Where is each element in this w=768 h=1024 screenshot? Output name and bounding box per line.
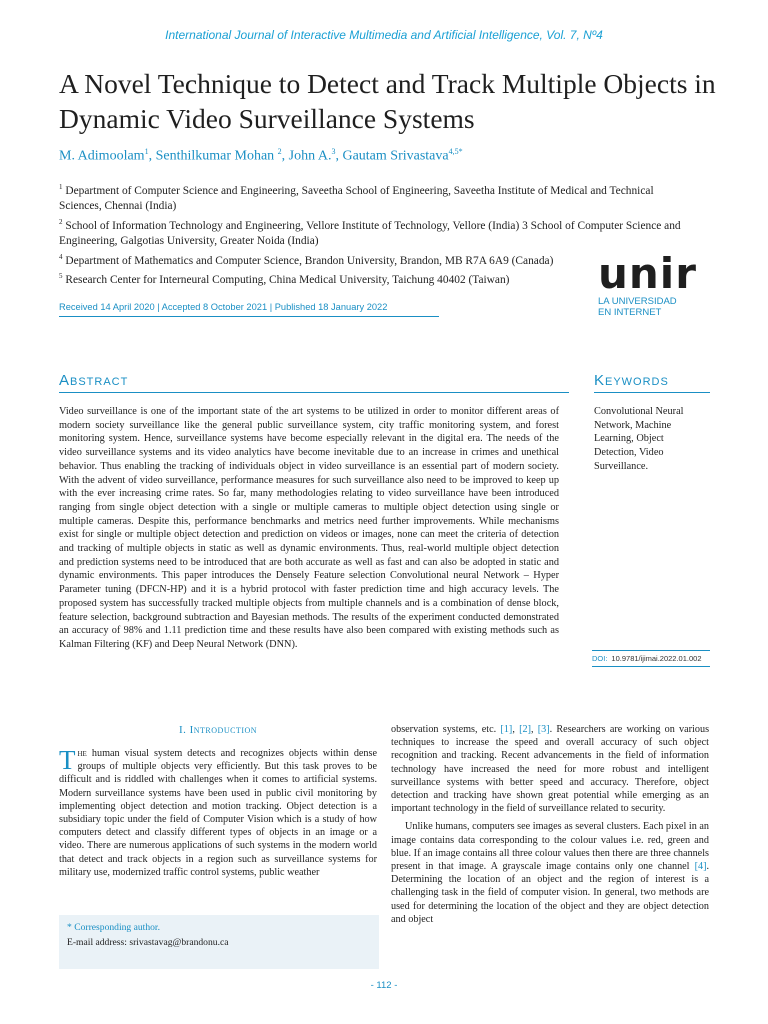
logo-tagline-2: EN INTERNET [598, 307, 662, 318]
page-number: - 112 - [370, 980, 398, 991]
doi-label: DOI: [592, 654, 608, 663]
affiliation: $^2$ School of Information Technology and Engineering, Vellore Institute of Technology, Vellore (India) 3 School of Computer Science and Engineering, Galgotias University, Greater Noida (India) [59, 217, 681, 248]
publication-dates: Received 14 April 2020 | Accepted 8 October 2021 | Published 18 January 2022 [59, 302, 439, 317]
citation-link[interactable]: [4] [694, 861, 707, 873]
introduction-heading: I. Introduction [178, 724, 258, 736]
paragraph: observation systems, etc. [1], [2], [3]. Researchers are working on various techniques to increase the speed and overall accuracy of such object recognition and tracking. Recent advancements in the field of information technology have increased the need for more robust and intelligent surveillance systems with better speed and accuracy. Therefore, object detection and tracking have shown great potential while emerging as an important technology in the field of surveillance related to security. [391, 724, 710, 815]
citation-link[interactable]: [2] [519, 724, 531, 735]
logo-wordmark: unir [598, 249, 697, 298]
corresponding-email: E-mail address: srivastavag@brandonu.ca [67, 937, 229, 948]
keywords-body: Convolutional Neural Network, Machine Learning, Object Detection, Video Surveillance. [594, 406, 684, 472]
doi-link[interactable]: 10.9781/ijimai.2022.01.002 [611, 654, 702, 663]
author-name: Gautam Srivastava [342, 148, 449, 164]
unir-logo [598, 249, 718, 318]
author-list: M. Adimoolam$^1$, Senthilkumar Mohan $^2$, John A.$^3$, Gautam Srivastava$^{4,5*}$ [59, 147, 463, 164]
author-name: Senthilkumar Mohan [155, 148, 275, 164]
journal-header: International Journal of Interactive Multimedia and Artificial Intelligence, Vol. 7, Nº4 [165, 28, 603, 42]
paragraph: The human visual system detects and recognizes objects within dense groups of multiple objects very efficiently. But this task proves to be difficult and is riddled with challenges when it comes to artificial systems. Modern surveillance systems have been used in public civil monitoring by implementing object detection and motion tracking. Object detection is a subsidiary topic under the field of Computer Vision which is a study of how computers detect and classify different types of objects in an image or a video. There are numerous applications of such systems in the modern world that detect and track objects in a region such as surveillance systems for military use, modernized traffic control systems, public weather [59, 745, 378, 878]
abstract-heading: Abstract [59, 372, 569, 393]
affiliation: $^5$ Research Center for Interneural Computing, China Medical University, Taichung 40402 (Taiwan) [59, 271, 510, 286]
affiliation: $^4$ Department of Mathematics and Computer Science, Brandon University, Brandon, MB R7A 6A9 (Canada) [59, 252, 554, 267]
left-column [59, 747, 377, 884]
affiliations [59, 180, 689, 288]
right-column [391, 723, 709, 931]
corresponding-label: * Corresponding author. [67, 922, 160, 933]
paper-title: A Novel Technique to Detect and Track Multiple Objects in Dynamic Video Surveillance Systems [59, 68, 716, 134]
citation-link[interactable]: [1] [500, 724, 513, 735]
author-name: John A. [288, 148, 332, 164]
paragraph: Unlike humans, computers see images as several clusters. Each pixel in an image contains data corresponding to the colour values i.e. red, green and blue. If an image contains all three colour values then there are three channels present in that image. A grayscale image contains only one channel [4]. Determining the location of an object and the region of interest is a challenging task in the field of computer vision. In general, two methods are used for determining the location of the object and they are object detection and object [391, 821, 710, 925]
affiliation: $^1$ Department of Computer Science and Engineering, Saveetha School of Engineering, Saveetha Institute of Medical and Technical Sciences, Chennai (India) [59, 183, 654, 213]
keywords-heading: Keywords [594, 372, 710, 393]
abstract-body: Video surveillance is one of the important state of the art systems to be utilized in order to monitor different areas of modern society surveillance like the general public surveillance system, city traffic monitoring system, and forest monitoring system. Hence, surveillance systems have become especially relevant in the digital era. The needs of the video surveillance systems and its video analytics have become inevitable due to an increase in crimes and unethical behavior. Thus enabling the tracking of individuals object in video surveillance is an essential part of modern society. With the advent of video surveillance, performance measures for such surveillance also need to be improved to keep up with the ever increasing crime rates. So far, many methodologies relating to video surveillance have been introduced ranging from single object detection with a single or multiple cameras to multiple object detection using single or multiple cameras. Despite this, performance benchmarks and metrics need further improvements. While mechanisms exist for single or multiple object detection and prediction on videos or images, none can meet the criteria of detection and tracking of multiple objects in static as well as dynamic environments. Thus, real-world multiple object detection and prediction systems need to be introduced that are both accurate as well as fast and can also be adopted in static and dynamic environments. This paper introduces the Densely Feature selection Convolutional neural Network – Hyper Parameter tuning (DFCN-HP) and it is a hybrid protocol with faster prediction time and high accuracy levels. The proposed system has successfully tracked multiple objects from multiple channels and is a combination of dense block, feature selection, background subtraction and Bayesian methods. The results of the experiment conducted demonstrated an accuracy of 98% and 1.11 prediction time and these results have also been compared with existing methods such as Kalman Filtering (KF) and Deep Neural Network (DNN). [59, 406, 559, 650]
doi-box [592, 650, 710, 667]
author-name: M. Adimoolam [59, 148, 145, 164]
citation-link[interactable]: [3] [537, 724, 550, 735]
logo-tagline-1: LA UNIVERSIDAD [598, 296, 677, 307]
corresponding-author-box [59, 915, 379, 969]
drop-cap: T [59, 745, 76, 775]
